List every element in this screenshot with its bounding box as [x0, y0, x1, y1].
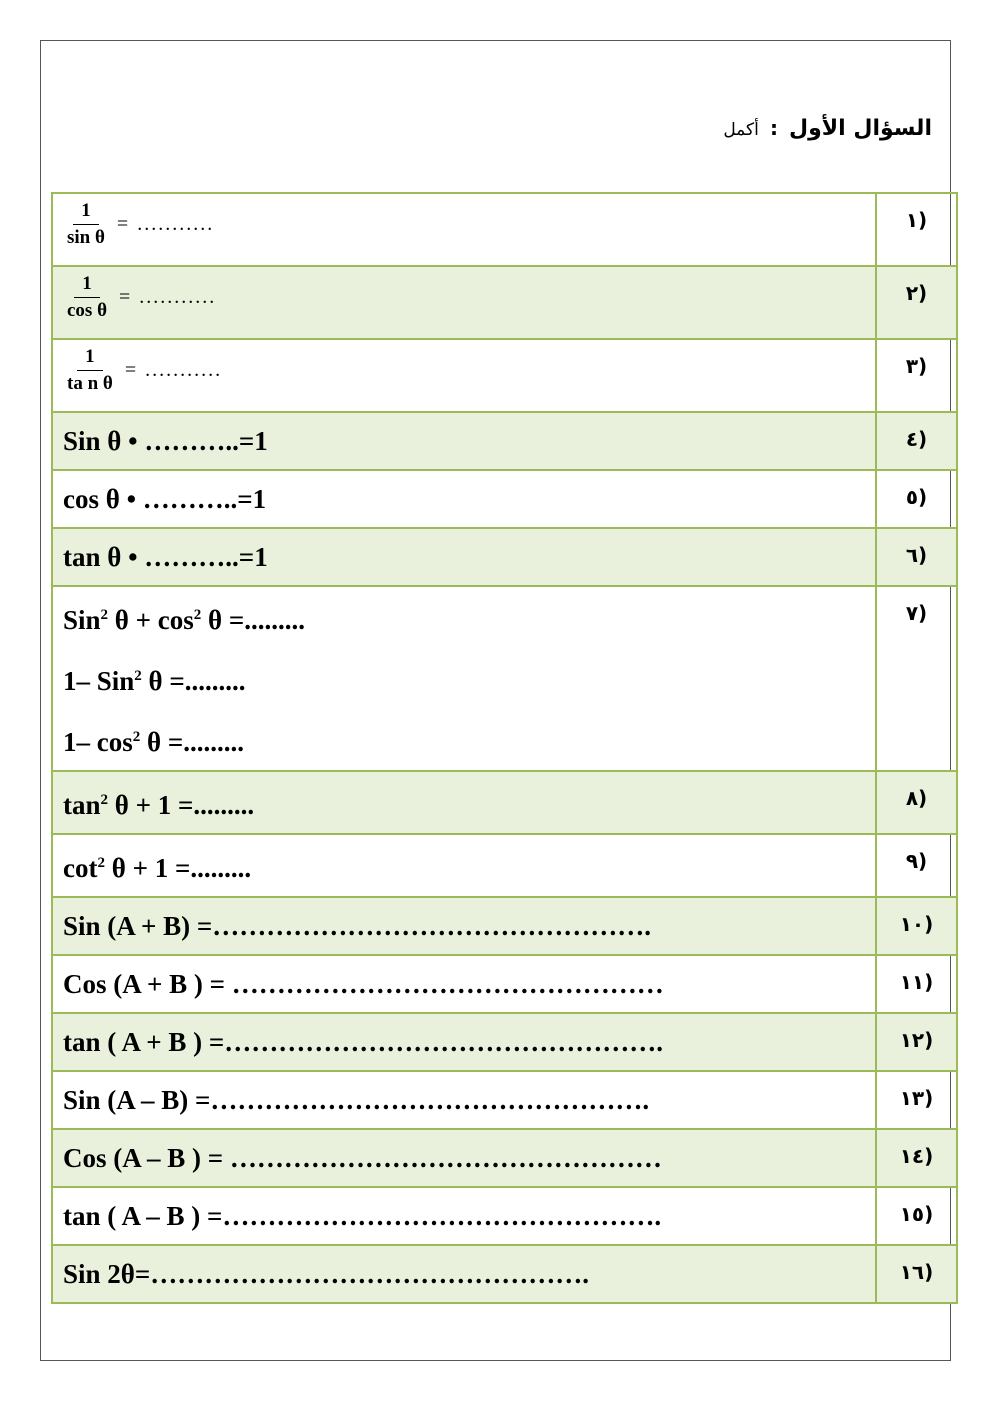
question-number-cell: [876, 193, 957, 266]
expression-cell: [52, 339, 876, 412]
question-number: (٧: [905, 601, 928, 625]
question-number-cell: [876, 586, 957, 771]
question-number-cell: [876, 470, 957, 528]
table-row: [52, 771, 957, 834]
expr-part: cot: [63, 853, 98, 883]
identity-expression: Sin 2θ=………………………………………….: [63, 1259, 590, 1289]
fraction-numerator: 1: [77, 346, 103, 371]
expr-part: 1– Sin: [63, 666, 135, 696]
identity-expression: tan θ • ………..=1: [63, 542, 268, 572]
question-number: (٥: [905, 485, 928, 509]
identity-expression: Sin (A – B) =………………………………………….: [63, 1085, 650, 1115]
question-number: (٣: [905, 354, 928, 378]
question-number-cell: [876, 1129, 957, 1187]
question-number: (٨: [905, 786, 928, 810]
fraction-numerator: 1: [73, 200, 99, 225]
fraction-denominator: ta n θ: [67, 373, 113, 394]
table-row: [52, 193, 957, 266]
table-row: [52, 897, 957, 955]
heading-instruction: أكمل: [723, 120, 759, 140]
table-row: [52, 412, 957, 470]
expression-cell: [52, 266, 876, 339]
expr-part: θ =.........: [201, 605, 306, 635]
question-number-cell: [876, 339, 957, 412]
expr-part: θ + cos: [108, 605, 194, 635]
expression-cell: [52, 1245, 876, 1303]
questions-table: [51, 192, 958, 1304]
identity-line: [63, 648, 875, 709]
table-row: [52, 955, 957, 1013]
expression-cell: [52, 771, 876, 834]
heading-title: السؤال الأول: [789, 116, 932, 141]
expression-cell: [52, 955, 876, 1013]
question-number-cell: [876, 528, 957, 586]
identity-line: [63, 709, 875, 770]
question-number: (٢: [905, 281, 928, 305]
table-row: [52, 1071, 957, 1129]
question-number: (١٤: [899, 1144, 934, 1168]
fraction: [63, 346, 117, 395]
question-number-cell: [876, 1187, 957, 1245]
expression-cell: [52, 470, 876, 528]
question-number-cell: [876, 1013, 957, 1071]
question-number-cell: [876, 897, 957, 955]
exponent: 2: [100, 607, 109, 623]
question-number-cell: [876, 412, 957, 470]
expression-cell: [52, 1071, 876, 1129]
fraction: [63, 273, 111, 322]
identity-expression: Sin (A + B) =………………………………………….: [63, 911, 652, 941]
expr-part: Sin: [63, 605, 101, 635]
question-number: (٦: [905, 543, 928, 567]
table-row: [52, 1013, 957, 1071]
expression-cell: [52, 834, 876, 897]
fraction-numerator: 1: [74, 273, 100, 298]
table-row: [52, 266, 957, 339]
identity-expression: tan ( A + B ) =………………………………………….: [63, 1027, 664, 1057]
question-number: (١٠: [899, 912, 934, 936]
table-row: [52, 1245, 957, 1303]
question-number: (١٣: [899, 1086, 934, 1110]
blank-line: = ...........: [116, 213, 215, 235]
identity-expression: cos θ • ………..=1: [63, 484, 267, 514]
identity-expression: [63, 853, 251, 883]
expression-cell: [52, 193, 876, 266]
expression-cell: [52, 1187, 876, 1245]
expr-part: θ =.........: [140, 727, 244, 757]
identity-line: [63, 587, 875, 648]
question-number-cell: [876, 1071, 957, 1129]
identity-expression: tan ( A – B ) =………………………………………….: [63, 1201, 662, 1231]
table-row: [52, 528, 957, 586]
identity-expression: Sin θ • ………..=1: [63, 426, 268, 456]
question-number: (١١: [899, 970, 934, 994]
question-number: (٤: [905, 427, 928, 451]
question-number: (١٦: [899, 1260, 934, 1284]
exponent: 2: [134, 668, 142, 684]
question-number: (٩: [905, 849, 928, 873]
expression-cell: [52, 1013, 876, 1071]
question-number: (١٢: [899, 1028, 934, 1052]
expression-cell: [52, 586, 876, 771]
question-number: (١: [905, 208, 928, 232]
expr-part: θ + 1 =.........: [104, 853, 252, 883]
expr-part: 1– cos: [63, 727, 133, 757]
question-number-cell: [876, 1245, 957, 1303]
expr-part: tan: [63, 790, 101, 820]
exponent: 2: [97, 855, 105, 871]
question-heading: [723, 116, 932, 141]
expr-part: θ + 1 =.........: [108, 790, 255, 820]
heading-separator: :: [769, 116, 778, 140]
question-number-cell: [876, 834, 957, 897]
table-row: [52, 1129, 957, 1187]
exponent: 2: [132, 729, 141, 745]
expression-cell: [52, 1129, 876, 1187]
table-row: [52, 1187, 957, 1245]
table-row: [52, 339, 957, 412]
expression-cell: [52, 412, 876, 470]
fraction-denominator: sin θ: [67, 227, 105, 248]
question-number-cell: [876, 266, 957, 339]
expression-cell: [52, 528, 876, 586]
question-number-cell: [876, 955, 957, 1013]
fraction: [63, 200, 109, 249]
question-number: (١٥: [899, 1202, 934, 1226]
identity-expression: Cos (A + B ) = …………………………………………: [63, 969, 664, 999]
identity-expression: [63, 790, 254, 820]
blank-line: = ...........: [119, 286, 217, 308]
blank-line: = ...........: [124, 359, 223, 381]
table-row: [52, 586, 957, 771]
table-row: [52, 470, 957, 528]
fraction-denominator: cos θ: [67, 300, 107, 321]
question-number-cell: [876, 771, 957, 834]
identity-expression: Cos (A – B ) = …………………………………………: [63, 1143, 662, 1173]
table-row: [52, 834, 957, 897]
expr-part: θ =.........: [141, 666, 246, 696]
exponent: 2: [193, 607, 202, 623]
expression-cell: [52, 897, 876, 955]
exponent: 2: [100, 792, 109, 808]
